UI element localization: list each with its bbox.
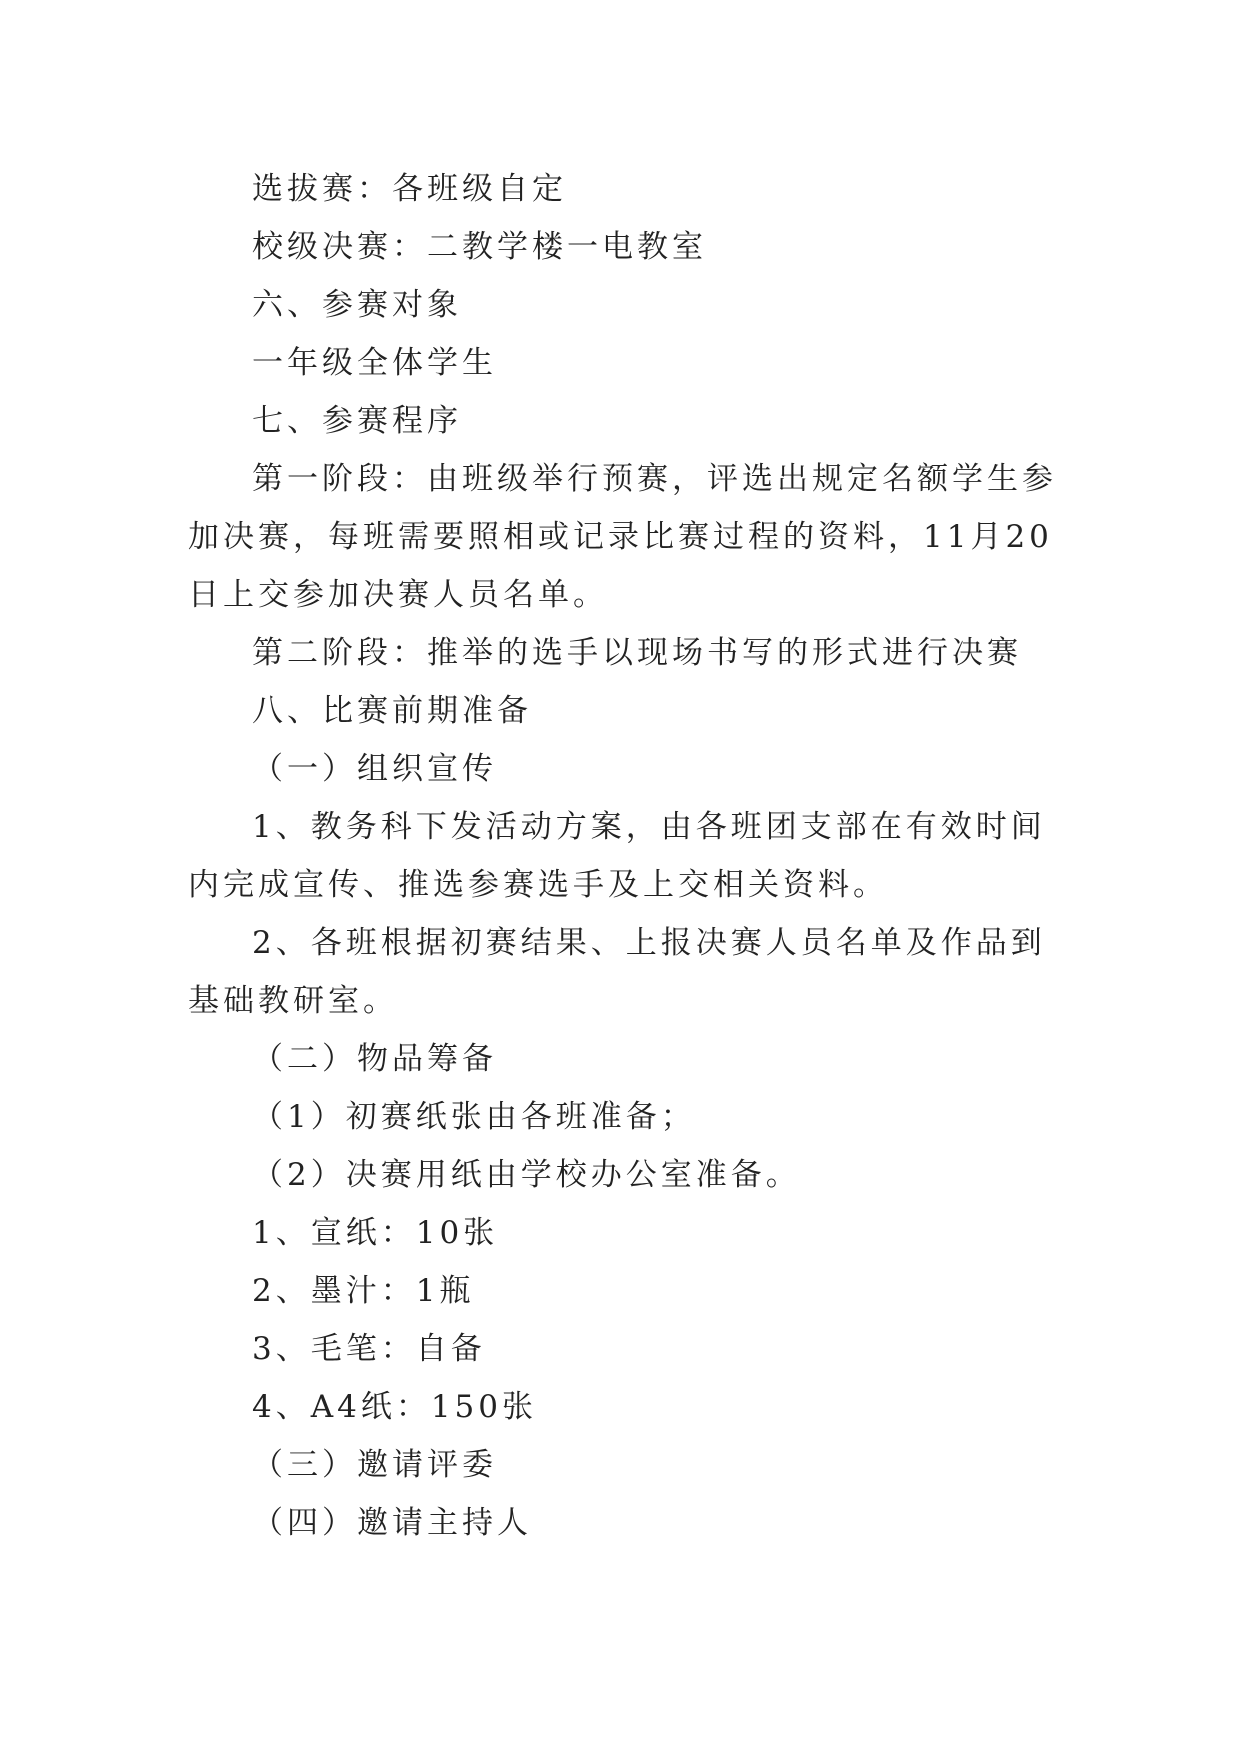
list-item-a4-paper: 4、A4纸：150张 <box>252 1389 538 1425</box>
list-item-brush: 3、毛笔：自备 <box>252 1331 486 1367</box>
paragraph-supplies-1: （1）初赛纸张由各班准备； <box>252 1099 696 1135</box>
paragraph-stage-one: 第一阶段：由班级举行预赛，评选出规定名额学生参加决赛，每班需要照相或记录比赛过程的资料，11月20日上交参加决赛人员名单。 <box>188 461 1057 613</box>
paragraph-publicity-2: 2、各班根据初赛结果、上报决赛人员名单及作品到基础教研室。 <box>188 925 1046 1019</box>
paragraph-supplies-2: （2）决赛用纸由学校办公室准备。 <box>252 1157 801 1193</box>
heading-preparation: 八、比赛前期准备 <box>252 693 532 729</box>
heading-participants: 六、参赛对象 <box>252 287 462 323</box>
list-item-rice-paper: 1、宣纸：10张 <box>252 1215 499 1251</box>
paragraph-participants: 一年级全体学生 <box>252 345 497 381</box>
paragraph-preliminary-venue: 选拔赛：各班级自定 <box>252 171 567 207</box>
paragraph-publicity-1: 1、教务科下发活动方案，由各班团支部在有效时间内完成宣传、推选参赛选手及上交相关资料。 <box>188 809 1046 903</box>
heading-procedure: 七、参赛程序 <box>252 403 462 439</box>
subheading-host: （四）邀请主持人 <box>252 1505 532 1541</box>
subheading-supplies: （二）物品筹备 <box>252 1041 497 1077</box>
paragraph-stage-two: 第二阶段：推举的选手以现场书写的形式进行决赛 <box>252 635 1022 671</box>
subheading-judges: （三）邀请评委 <box>252 1447 497 1483</box>
list-item-ink: 2、墨汁：1瓶 <box>252 1273 475 1309</box>
paragraph-final-venue: 校级决赛：二教学楼一电教室 <box>252 229 707 265</box>
subheading-publicity: （一）组织宣传 <box>252 751 497 787</box>
document-body <box>188 160 1058 1552</box>
